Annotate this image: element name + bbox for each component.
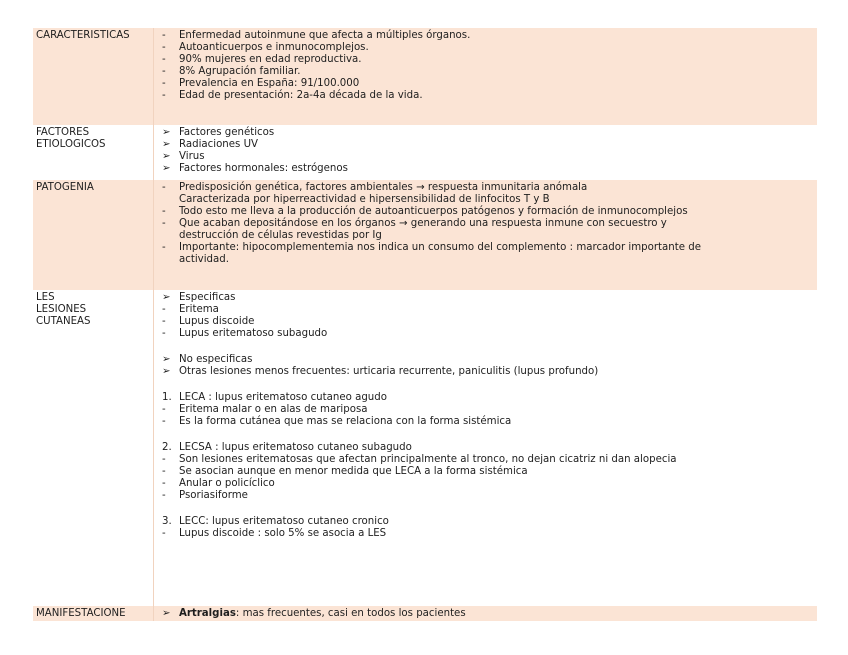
arrow-bullet-icon: ➢	[162, 163, 171, 174]
list-item: - Autoanticuerpos e inmunocomplejos.	[162, 42, 369, 53]
list-item: - Son lesiones eritematosas que afectan principalmente al tronco, no dejan cicatriz ni dan alopecia	[162, 454, 677, 465]
list-item: - 90% mujeres en edad reproductiva.	[162, 54, 362, 65]
heading-caracteristicas: CARACTERISTICAS	[33, 28, 154, 125]
list-item: - Psoriasiforme	[162, 490, 248, 501]
arrow-bullet-icon: ➢	[162, 292, 171, 303]
list-item: - 8% Agrupación familiar.	[162, 66, 301, 77]
content-lesiones-cutaneas	[154, 290, 818, 606]
list-item: - Que acaban depositándose en los órganos → generando una respuesta inmune con secuestro y	[162, 218, 667, 229]
list-item: - Anular o policíclico	[162, 478, 275, 489]
arrow-bullet-icon: ➢	[162, 354, 171, 365]
list-item: - Eritema malar o en alas de mariposa	[162, 404, 368, 415]
arrow-bullet-icon: ➢	[162, 139, 171, 150]
row-caracteristicas	[33, 28, 817, 125]
list-item: ➢ Factores genéticos	[162, 127, 275, 138]
row-factores-etiologicos	[33, 125, 817, 180]
list-item: ➢ Artralgias: mas frecuentes, casi en todos los pacientes	[162, 608, 466, 619]
list-item: ➢ Factores hormonales: estrógenos	[162, 163, 348, 174]
list-item: - Edad de presentación: 2a-4a década de la vida.	[162, 90, 423, 101]
heading-manifestaciones: MANIFESTACIONE	[33, 606, 154, 621]
list-item: - Lupus eritematoso subagudo	[162, 328, 328, 339]
numbered-item: 1. LECA : lupus eritematoso cutaneo agudo	[162, 392, 387, 403]
list-item: - Se asocian aunque en menor medida que LECA a la forma sistémica	[162, 466, 528, 477]
content-manifestaciones	[154, 606, 818, 621]
lupus-notes-table	[33, 28, 817, 621]
arrow-bullet-icon: ➢	[162, 366, 171, 377]
list-item-continuation: destrucción de células revestidas por Ig	[179, 230, 382, 241]
list-item: - Todo esto me lleva a la producción de autoanticuerpos patógenos y formación de inmunocomplejos	[162, 206, 688, 217]
list-item: - Eritema	[162, 304, 219, 315]
list-item: - Prevalencia en España: 91/100.000	[162, 78, 360, 89]
heading-patogenia: PATOGENIA	[33, 180, 154, 290]
list-item: - Importante: hipocomplementemia nos indica un consumo del complemento : marcador importante de	[162, 242, 701, 253]
list-item: - Lupus discoide	[162, 316, 255, 327]
row-patogenia	[33, 180, 817, 290]
numbered-item: 2. LECSA : lupus eritematoso cutaneo subagudo	[162, 442, 412, 453]
arrow-bullet-icon: ➢	[162, 608, 171, 619]
list-item: - Es la forma cutánea que mas se relaciona con la forma sistémica	[162, 416, 512, 427]
list-item-continuation: Caracterizada por hiperreactividad e hipersensibilidad de linfocitos T y B	[179, 194, 550, 205]
row-manifestaciones	[33, 606, 817, 621]
row-lesiones-cutaneas	[33, 290, 817, 606]
list-item: ➢ Otras lesiones menos frecuentes: urticaria recurrente, paniculitis (lupus profundo)	[162, 366, 599, 377]
content-patogenia	[154, 180, 818, 290]
list-item: ➢ Especificas	[162, 292, 236, 303]
arrow-bullet-icon: ➢	[162, 127, 171, 138]
list-item: - Predisposición genética, factores ambientales → respuesta inmunitaria anómala	[162, 182, 588, 193]
list-item: ➢ Virus	[162, 151, 205, 162]
arrow-bullet-icon: ➢	[162, 151, 171, 162]
heading-lesiones-cutaneas: LES LESIONES CUTANEAS	[33, 290, 154, 606]
list-item-continuation: actividad.	[179, 254, 229, 265]
content-caracteristicas	[154, 28, 818, 125]
list-item: - Enfermedad autoinmune que afecta a múltiples órganos.	[162, 30, 471, 41]
numbered-item: 3. LECC: lupus eritematoso cutaneo cronico	[162, 516, 389, 527]
list-item: ➢ Radiaciones UV	[162, 139, 258, 150]
heading-factores-etiologicos: FACTORES ETIOLOGICOS	[33, 125, 154, 180]
content-factores-etiologicos	[154, 125, 818, 180]
list-item: ➢ No especificas	[162, 354, 253, 365]
list-item: - Lupus discoide : solo 5% se asocia a LES	[162, 528, 387, 539]
